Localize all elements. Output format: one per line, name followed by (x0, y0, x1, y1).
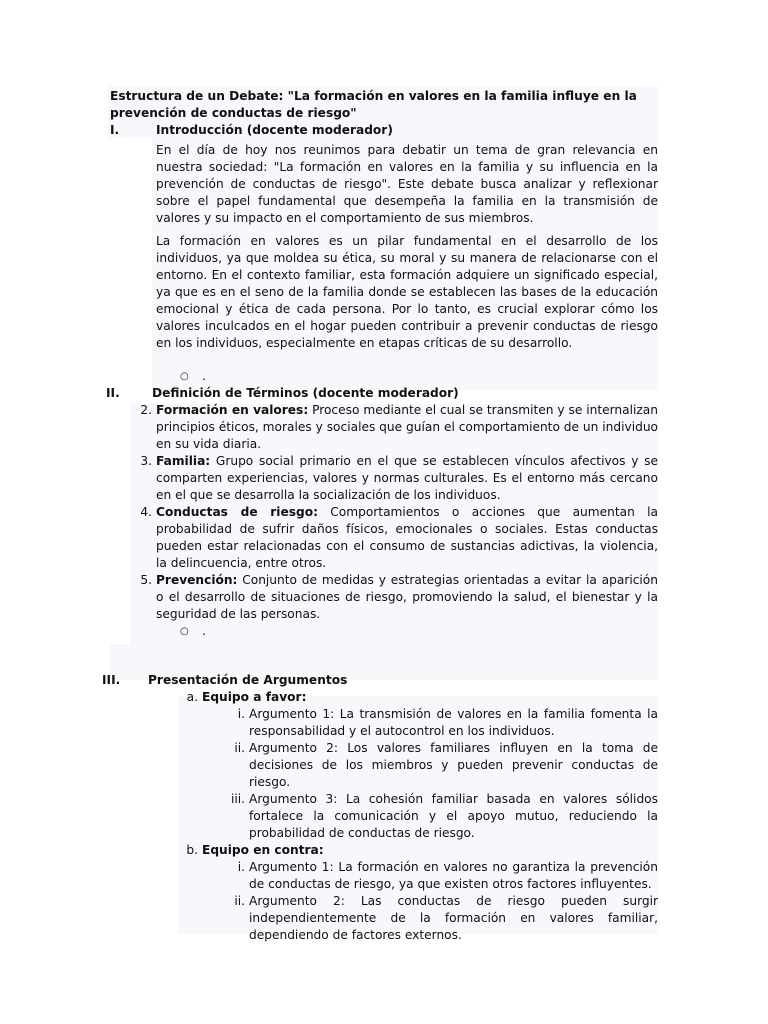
circle-bullet-icon: ○ (180, 626, 189, 637)
empty-bullet (180, 623, 658, 640)
definition: Grupo social primario en el que se establecen vínculos afectivos y se comparten experiencias, valores y normas culturales. Es el entorno más cercano en el que se desarrolla la socialización de los individuos. (156, 454, 658, 502)
team-favor-arguments (230, 706, 658, 842)
empty-bullet (180, 368, 658, 385)
definitions-list (140, 402, 658, 623)
term: Formación en valores: (156, 403, 309, 417)
section-arguments-heading (102, 672, 658, 689)
section-definitions-heading (106, 385, 658, 402)
list-item: ii. Argumento 2: Las conductas de riesgo pueden surgir independientemente de la formación en valores familiar, dependiendo de factores externos. (234, 894, 658, 942)
bullet-text: . (202, 624, 206, 638)
intro-paragraph-2: La formación en valores es un pilar fundamental en el desarrollo de los individuos, ya que moldea su ética, su moral y su manera de relacionarse con el entorno. En el contexto familiar, esta formación adquiere un significado especial, ya que es en el seno de la familia donde se establecen las bases de la educación emocional y ética de cada persona. Por lo tanto, es crucial explorar cómo los valores inculcados en el hogar pueden contribuir a prevenir conductas de riesgo en los individuos, especialmente en etapas críticas de su desarrollo. (156, 234, 658, 350)
team-label: Equipo a favor: (202, 690, 307, 704)
section-number: III. (102, 673, 121, 687)
term: Prevención: (156, 573, 238, 587)
list-item: iii. Argumento 3: La cohesión familiar basada en valores sólidos fortalece la comunicación y el apoyo mutuo, reduciendo la probabilidad de conductas de riesgo. (230, 792, 658, 840)
circle-bullet-icon: ○ (180, 371, 189, 382)
list-item: 4. Conductas de riesgo: Comportamientos o acciones que aumentan la probabilidad de sufrir daños físicos, emocionales o sociales. Estas conductas pueden estar relacionadas con el consumo de sustancias adictivas, la violencia, la delincuencia, entre otros. (140, 505, 658, 570)
section-number: II. (106, 386, 120, 400)
definition: Comportamientos o acciones que aumentan la probabilidad de sufrir daños físicos, emocionales o sociales. Estas conductas pueden estar relacionadas con el consumo de sustancias adictivas, la violencia, la delincuencia, entre otros. (156, 505, 658, 570)
team-against-heading: b. Equipo en contra: (186, 843, 324, 857)
bullet-text: . (202, 369, 206, 383)
list-item: 3. Familia: Grupo social primario en el que se establecen vínculos afectivos y se comparten experiencias, valores y normas culturales. Es el entorno más cercano en el que se desarrolla la socialización de los individuos. (140, 454, 658, 502)
list-item: i. Argumento 1: La transmisión de valores en la familia fomenta la responsabilidad y el autocontrol en los individuos. (237, 707, 658, 738)
section-heading: Introducción (docente moderador) (156, 123, 393, 137)
term: Conductas de riesgo: (156, 505, 318, 519)
document-title: Estructura de un Debate: "La formación en valores en la familia influye en la prevención de conductas de riesgo" (110, 89, 637, 120)
definition: Conjunto de medidas y estrategias orientadas a evitar la aparición o el desarrollo de situaciones de riesgo, promoviendo la salud, el bienestar y la seguridad de las personas. (156, 573, 658, 621)
document-content (102, 88, 658, 944)
list-item: ii. Argumento 2: Los valores familiares influyen en la toma de decisiones de los miembros y pueden prevenir conductas de riesgo. (234, 741, 658, 789)
list-item: 2. Formación en valores: Proceso mediante el cual se transmiten y se internalizan principios éticos, morales y sociales que guían el comportamiento de un individuo en su vida diaria. (140, 403, 658, 451)
section-heading: Definición de Términos (docente moderador) (152, 386, 459, 400)
list-item: i. Argumento 1: La formación en valores no garantiza la prevención de conductas de riesgo, ya que existen otros factores influyentes. (237, 860, 658, 891)
term: Familia: (156, 454, 211, 468)
team-label: Equipo en contra: (202, 843, 324, 857)
section-heading: Presentación de Argumentos (148, 673, 348, 687)
section-number: I. (110, 123, 120, 137)
team-against-arguments (234, 859, 658, 944)
intro-paragraph-1: En el día de hoy nos reunimos para debatir un tema de gran relevancia en nuestra sociedad: "La formación en valores en la familia y su influencia en la prevención de conductas de riesgo". Este debate busca analizar y reflexionar sobre el papel fundamental que desempeña la familia en la transmisión de valores y su impacto en el comportamiento de sus miembros. (156, 143, 658, 225)
definition: Proceso mediante el cual se transmiten y se internalizan principios éticos, morales y sociales que guían el comportamiento de un individuo en su vida diaria. (156, 403, 658, 451)
section-introduction-heading (110, 122, 658, 139)
list-item: 5. Prevención: Conjunto de medidas y estrategias orientadas a evitar la aparición o el desarrollo de situaciones de riesgo, promoviendo la salud, el bienestar y la seguridad de las personas. (140, 573, 658, 621)
team-favor-heading: a. Equipo a favor: (186, 690, 307, 704)
